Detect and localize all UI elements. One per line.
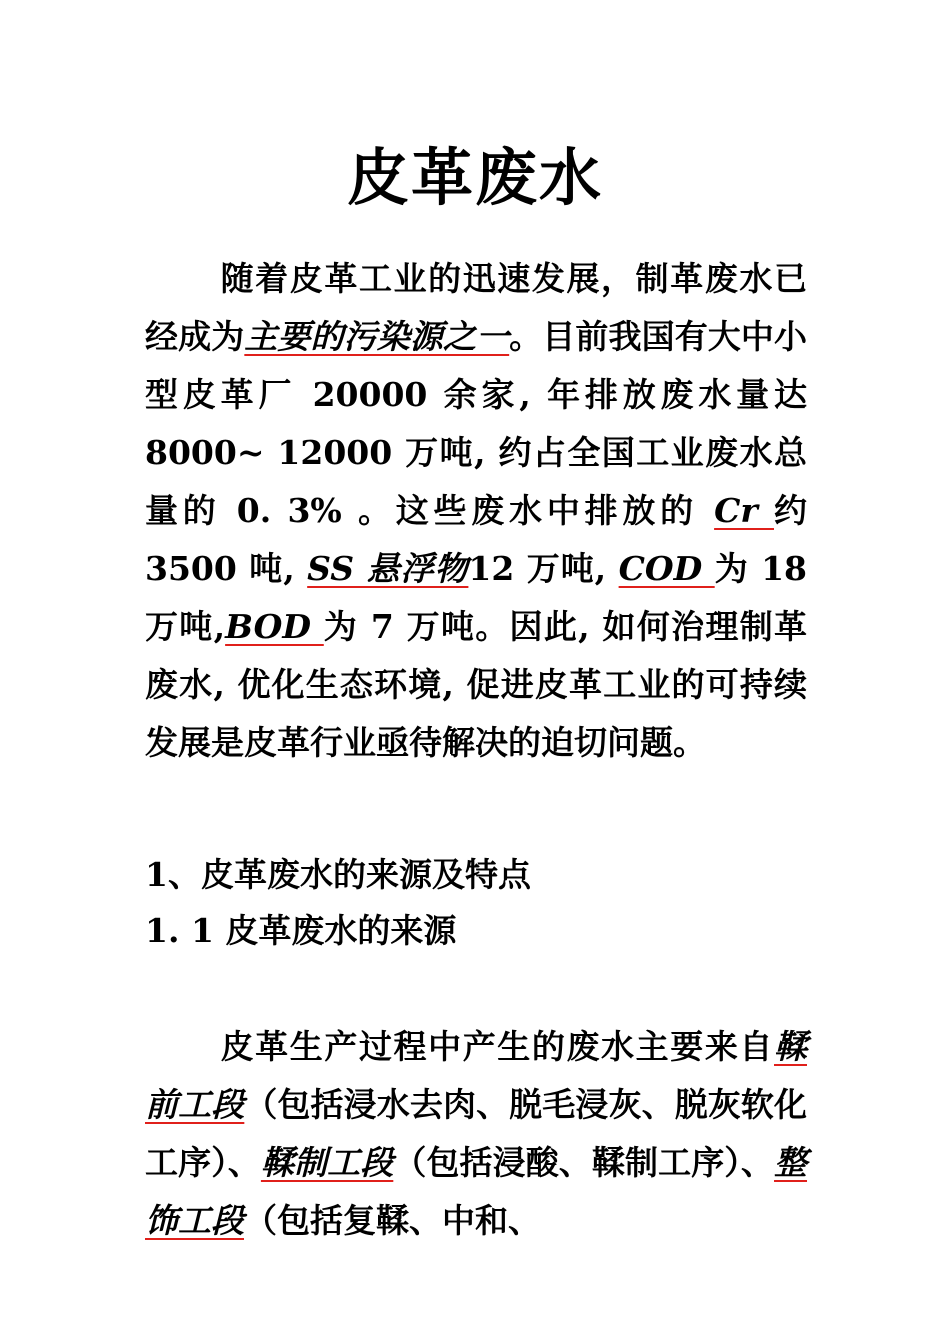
underlined-term-ss: SS 悬浮物 bbox=[307, 549, 469, 588]
underlined-term-cr: Cr bbox=[714, 491, 774, 530]
underlined-term-finishing: 整饰工段 bbox=[145, 1143, 808, 1240]
intro-text-5: 为 18 万吨, bbox=[145, 549, 808, 646]
intro-text-4: 12 万吨, bbox=[468, 549, 619, 588]
intro-text-1: 随着皮革工业的迅速发展，制革废水已经成为 bbox=[145, 259, 807, 356]
intro-paragraph bbox=[145, 250, 807, 772]
underlined-term-cod: COD bbox=[618, 549, 715, 588]
section-heading: 1、皮革废水的来源及特点 bbox=[145, 855, 531, 894]
intro-text-2: 。目前我国有大中小型皮革厂 20000 余家, 年排放废水量达 8000~ 12000 万吨, 约占全国工业废水总量的 0. 3% 。这些废水中排放的 bbox=[145, 317, 808, 530]
underlined-term-tanning: 鞣制工段 bbox=[260, 1143, 394, 1182]
source-text-4: （包括复鞣、中和、 bbox=[244, 1201, 541, 1240]
intro-text-3: 约 3500 吨, bbox=[145, 491, 807, 588]
source-text-1: 皮革生产过程中产生的废水主要来自 bbox=[219, 1027, 774, 1066]
source-text-2: （包括浸水去肉、脱毛浸灰、脱灰软化工序）、 bbox=[145, 1085, 808, 1182]
subsection-heading: 1. 1 皮革废水的来源 bbox=[145, 911, 457, 950]
source-text-3: （包括浸酸、鞣制工序）、 bbox=[393, 1143, 775, 1182]
document-title: 皮革废水 bbox=[346, 141, 603, 214]
source-paragraph bbox=[145, 1018, 807, 1250]
underlined-term-pre-tanning: 鞣前工段 bbox=[145, 1027, 807, 1124]
underlined-term-bod: BOD bbox=[225, 607, 324, 646]
intro-text-6: 为 7 万吨。因此, 如何治理制革废水, 优化生态环境, 促进皮革工业的可持续发展是皮革行业亟待解决的迫切问题。 bbox=[145, 607, 807, 762]
underlined-term-main-pollution: 主要的污染源之一 bbox=[244, 317, 510, 356]
